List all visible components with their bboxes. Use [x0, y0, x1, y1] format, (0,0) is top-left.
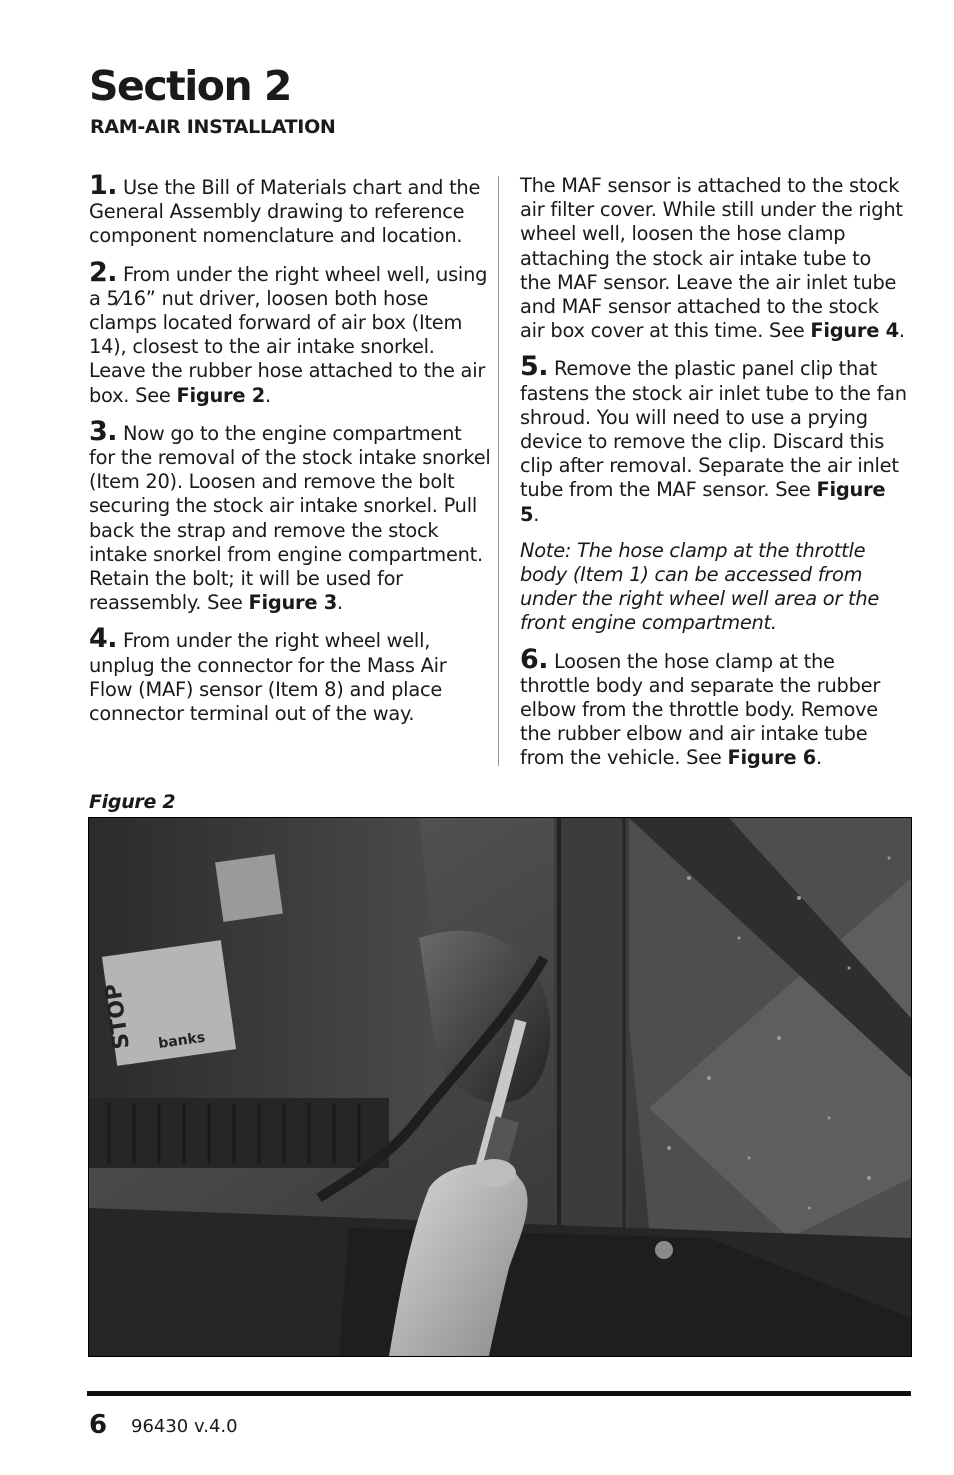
see-text: See: [201, 591, 249, 615]
section-title: Section 2: [89, 62, 291, 110]
steel-bracket: [554, 818, 629, 1238]
paragraph-text: The MAF sensor is attached to the stock air filter cover. While still under the right wheel well, loosen the hose clamp attaching the stock air intake tube to the MAF sensor. Leave the air inlet tube and MAF sensor attached to the stock air box cover at this time.: [520, 174, 903, 343]
step-text: Remove the plastic panel clip that fastens the stock air inlet tube to the fan shroud. You will need to use a prying device to remove the clip. Discard this clip after removal. Separate the air inlet tube from the MAF sensor.: [520, 357, 907, 502]
punctuation: .: [533, 502, 540, 526]
step-4: [89, 623, 491, 726]
maf-paragraph: [520, 174, 908, 343]
figure-reference: Figure 5: [520, 478, 886, 526]
figure-reference: Figure 3: [248, 591, 337, 615]
see-text: See: [763, 319, 811, 343]
step-text: Use the Bill of Materials chart and the General Assembly drawing to reference component nomenclature and location.: [89, 176, 481, 248]
thumb: [472, 1159, 516, 1187]
step-text: Now go to the engine compartment for the removal of the stock intake snorkel (Item 20). Loosen and remove the bolt securing the stock air intake snorkel. Pull back the strap and remove the stock intake snorkel from engine compartment. Retain the bolt; it will be used for reassembly.: [89, 421, 491, 615]
step-number: 6.: [520, 643, 549, 675]
step-number: 1.: [89, 170, 118, 201]
step-6: [520, 643, 908, 771]
step-text: From under the right wheel well, using a 5⁄16” nut driver, loosen both hose clamps located forward of air box (Item 14), closest to the air intake snorkel. Leave the rubber hose attached to the air box.: [89, 262, 488, 407]
step-number: 4.: [89, 623, 118, 655]
step-1: [89, 170, 491, 249]
punctuation: .: [265, 383, 271, 407]
step-number: 3.: [89, 415, 118, 447]
sticker-brand-text: banks: [157, 1029, 207, 1052]
figure-photo: [88, 817, 912, 1357]
bolt: [655, 1241, 673, 1259]
note-paragraph: Note: The hose clamp at the throttle body (Item 1) can be accessed from under the right wheel well area or the front engine compartment.: [520, 538, 880, 635]
punctuation: .: [816, 746, 822, 770]
column-divider: [498, 176, 499, 766]
punctuation: .: [337, 591, 343, 615]
punctuation: .: [898, 319, 905, 343]
step-5: [520, 351, 908, 526]
page-number: 6: [89, 1410, 108, 1440]
figure-reference: Figure 6: [727, 746, 817, 770]
footer-rule: [87, 1391, 911, 1396]
step-text: Loosen the hose clamp at the throttle body and separate the rubber elbow from the throttle body. Remove the rubber elbow and air intake tube from the vehicle.: [520, 649, 881, 770]
sticker-stop-text: STOP: [101, 982, 135, 1051]
step-number: 5.: [520, 351, 549, 383]
label-tag: [215, 854, 283, 922]
step-3: [89, 415, 491, 616]
step-text: From under the right wheel well, unplug the connector for the Mass Air Flow (MAF) sensor (Item 8) and place connector terminal out of the way.: [89, 629, 447, 726]
left-column: [89, 170, 491, 738]
step-number: 2.: [89, 256, 118, 288]
figure-caption: Figure 2: [89, 791, 176, 813]
right-column: [520, 174, 908, 783]
figure-reference: Figure 2: [176, 383, 266, 407]
see-text: See: [769, 478, 817, 502]
figure-reference: Figure 4: [810, 319, 899, 343]
photo-illustration: [89, 818, 911, 1356]
document-id: 96430 v.4.0: [131, 1416, 238, 1437]
step-2: [89, 256, 491, 408]
section-subtitle: RAM-AIR INSTALLATION: [90, 116, 336, 138]
see-text: See: [129, 383, 177, 407]
see-text: See: [680, 746, 728, 770]
